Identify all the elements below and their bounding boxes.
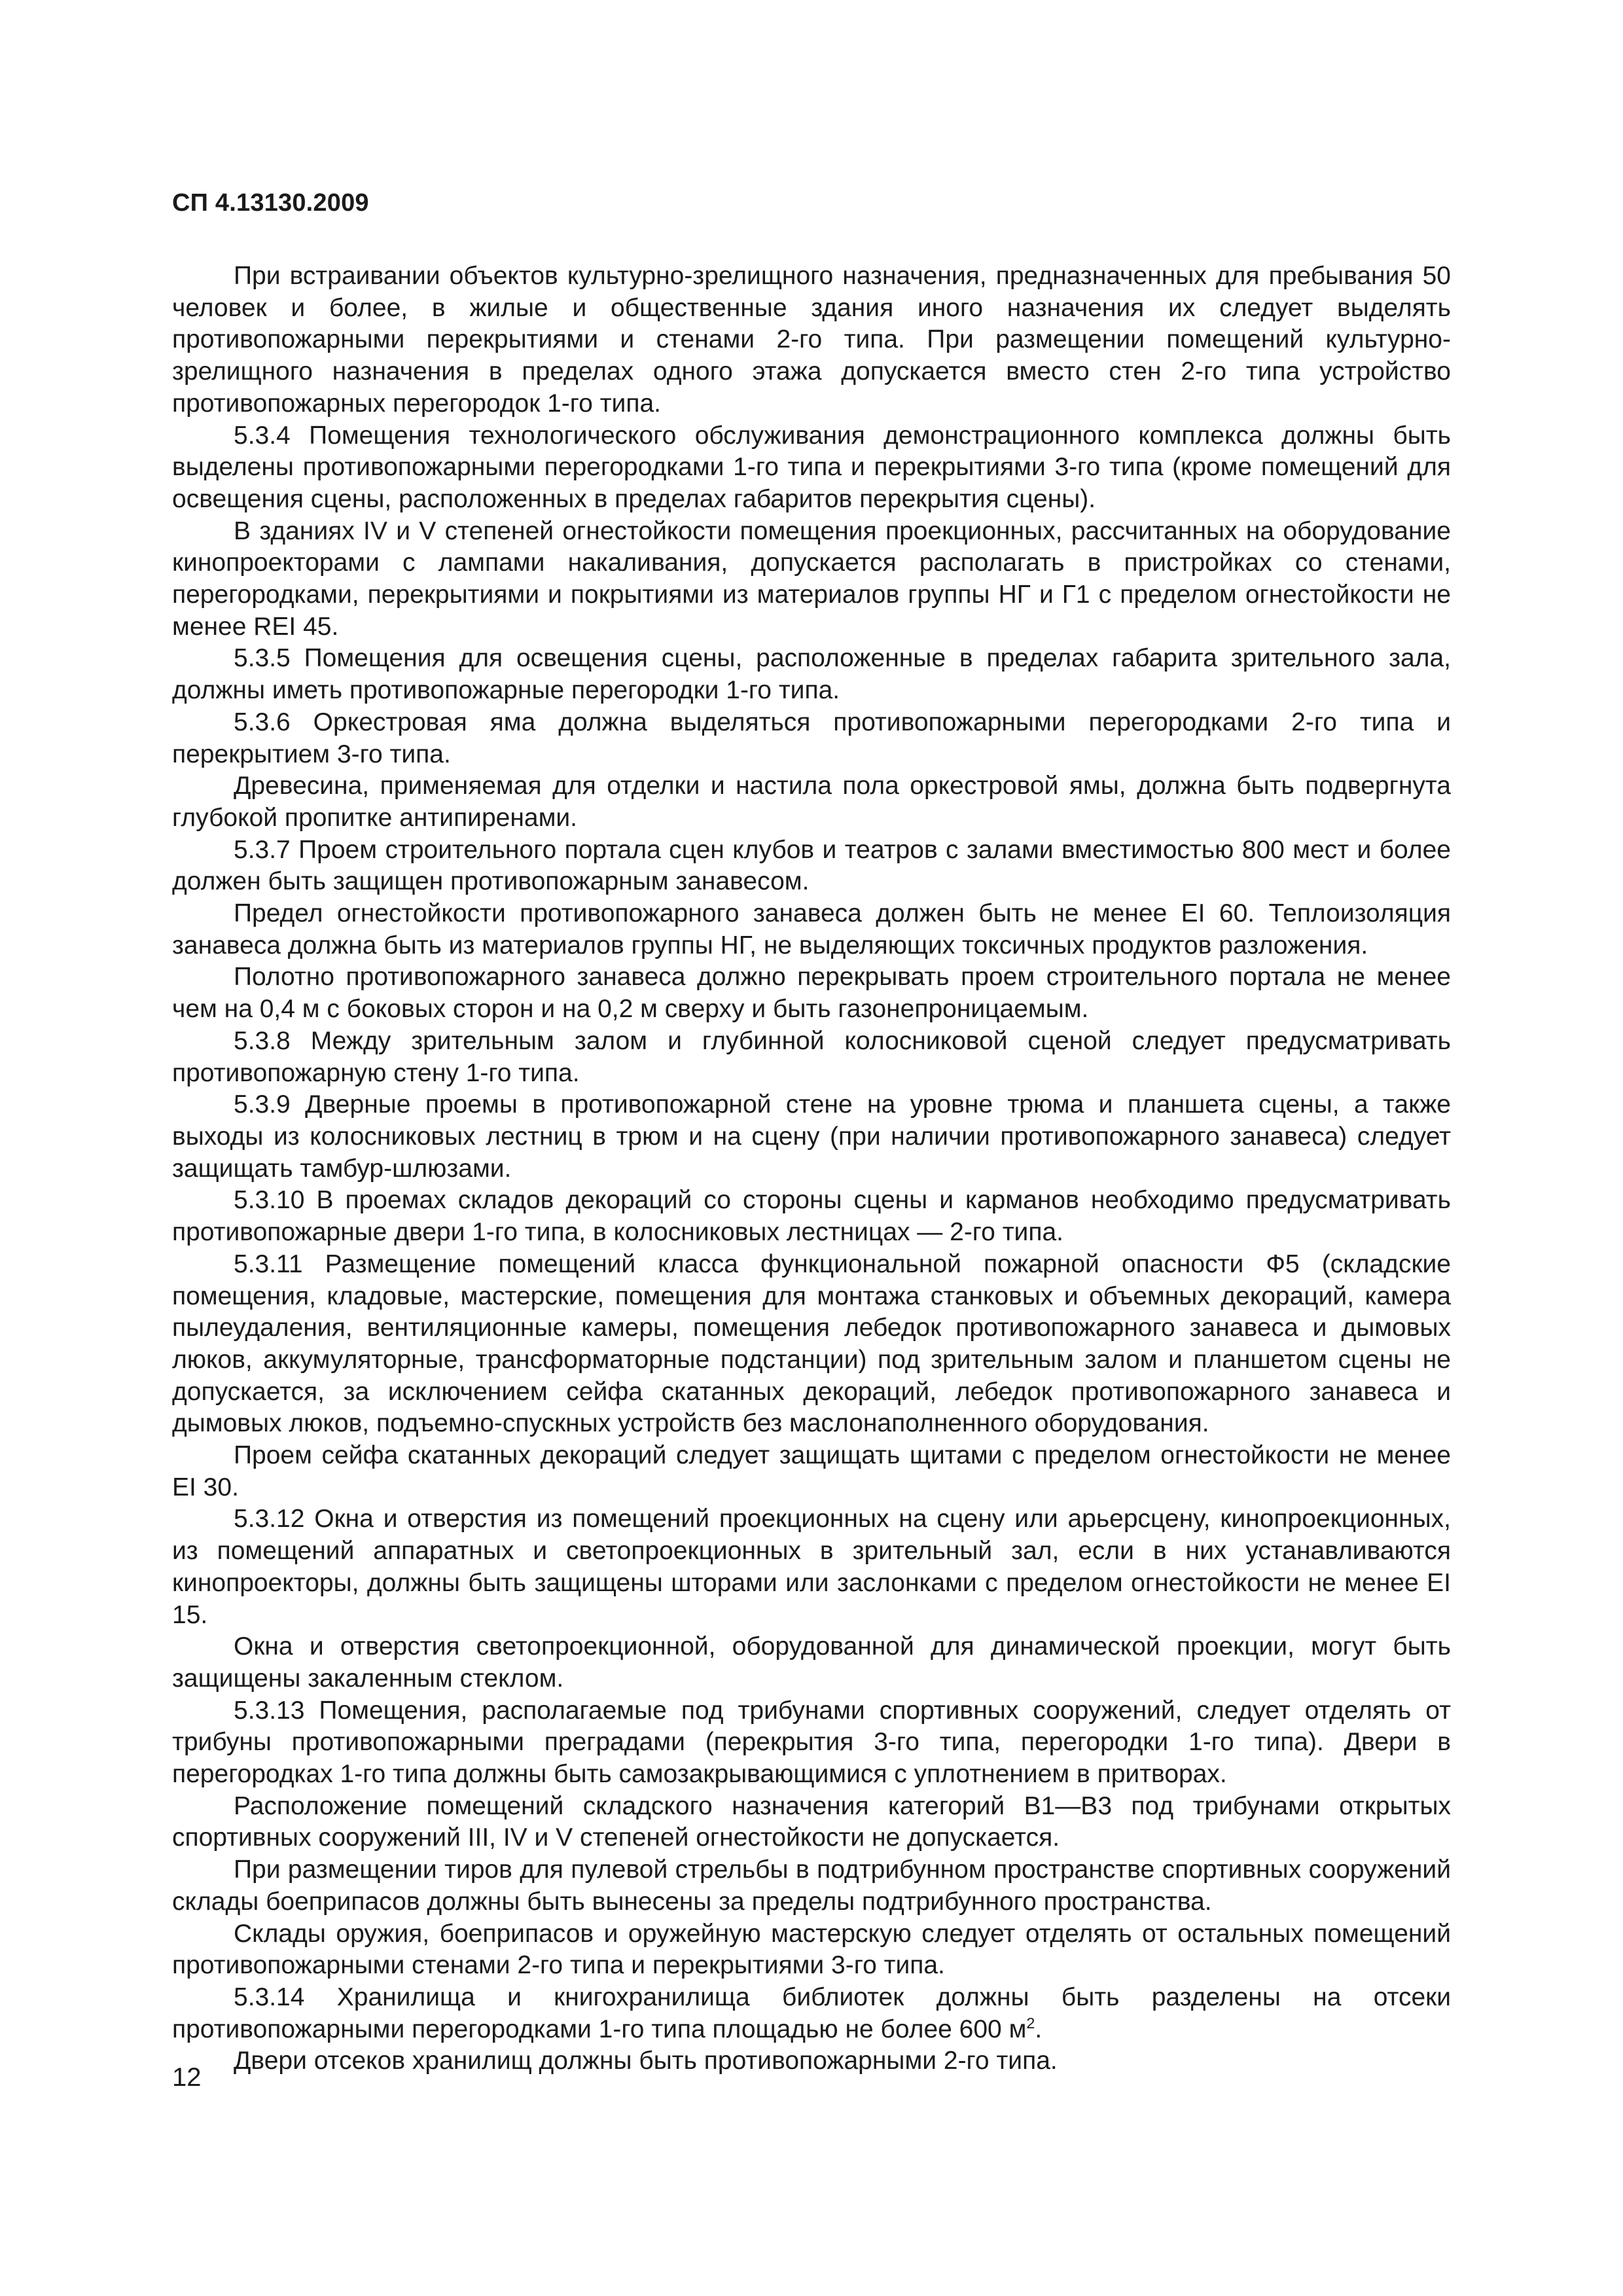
paragraph-5-3-14-end: . (1035, 2015, 1043, 2043)
paragraph-shooting-ranges: При размещении тиров для пулевой стрельбы в подтрибунном пространстве спортивных сооружений склады боеприпасов должны быть вынесены за пределы подтрибунного пространства. (172, 1856, 1451, 1916)
paragraph-5-3-10: 5.3.10 В проемах складов декораций со стороны сцены и карманов необходимо предусматривать противопожарные двери 1-го типа, в колосниковых лестницах — 2-го типа. (172, 1186, 1451, 1247)
paragraph-curtain-fire-resistance: Предел огнестойкости противопожарного занавеса должен быть не менее EI 60. Теплоизоляция занавеса должна быть из материалов группы НГ, не выделяющих токсичных продуктов разложения. (172, 899, 1451, 960)
paragraph-5-3-13: 5.3.13 Помещения, располагаемые под трибунами спортивных сооружений, следует отделять от трибуны противопожарными преградами (перекрытия 3-го типа, перегородки 1-го типа). Двери в перегородках 1-го типа должны быть самозакрывающимися с уплотнением в притворах. (172, 1696, 1451, 1789)
paragraph-storage-under-stands: Расположение помещений складского назначения категорий В1—В3 под трибунами открытых спортивных сооружений III, IV и V степеней огнестойкости не допускается. (172, 1791, 1451, 1852)
paragraph-storage-doors: Двери отсеков хранилищ должны быть противопожарными 2-го типа. (234, 2047, 1058, 2075)
page-number: 12 (172, 2063, 202, 2092)
paragraph-5-3-14-text: 5.3.14 Хранилища и книгохранилища библиотек должны быть разделены на отсеки противопожарными перегородками 1-го типа площадью не более 600 м (172, 1982, 1451, 2043)
paragraph-5-3-14 (172, 1982, 1451, 2045)
paragraph-5-3-7: 5.3.7 Проем строительного портала сцен клубов и театров с залами вместимостью 800 мест и более должен быть защищен противопожарным занавесом. (172, 835, 1451, 896)
paragraph-5-3-5: 5.3.5 Помещения для освещения сцены, расположенные в пределах габарита зрительного зала, должны иметь противопожарные перегородки 1-го типа. (172, 644, 1451, 705)
paragraph-embedding-objects: При встраивании объектов культурно-зрелищного назначения, предназначенных для пребывания 50 человек и более, в жилые и общественные здания иного назначения их следует выделять противопожарными перекрытиями и стенами 2-го типа. При размещении помещений культурно-зрелищного назначения в пределах одного этажа допускается вместо стен 2-го типа устройство противопожарных перегородок 1-го типа. (172, 262, 1451, 418)
paragraph-5-3-12: 5.3.12 Окна и отверстия из помещений проекционных на сцену или арьерсцену, кинопроекционных, из помещений аппаратных и светопроекционных в зрительный зал, если в них устанавливаются кинопроекторы, должны быть защищены шторами или заслонками с пределом огнестойкости не менее EI 15. (172, 1505, 1451, 1629)
paragraph-safe-opening: Проем сейфа скатанных декораций следует защищать щитами с пределом огнестойкости не менее EI 30. (172, 1441, 1451, 1501)
paragraph-wood-impregnation: Древесина, применяемая для отделки и настила пола оркестровой ямы, должна быть подвергнута глубокой пропитке антипиренами. (172, 772, 1451, 832)
paragraph-curtain-overlap: Полотно противопожарного занавеса должно перекрывать проем строительного портала не менее чем на 0,4 м с боковых сторон и на 0,2 м сверху и быть газонепроницаемым. (172, 963, 1451, 1024)
paragraph-5-3-9: 5.3.9 Дверные проемы в противопожарной стене на уровне трюма и планшета сцены, а также выходы из колосниковых лестниц в трюм и на сцену (при наличии противопожарного занавеса) следует защищать тамбур-шлюзами. (172, 1090, 1451, 1183)
paragraph-5-3-11: 5.3.11 Размещение помещений класса функциональной пожарной опасности Ф5 (складские помещения, кладовые, мастерские, помещения для монтажа станковых и объемных декораций, камера пылеудаления, вентиляционные камеры, помещения лебедок противопожарного занавеса и дымовых люков, аккумуляторные, трансформаторные подстанции) под зрительным залом и планшетом сцены не допускается, за исключением сейфа скатанных декораций, лебедок противопожарного занавеса и дымовых люков, подъемно-спускных устройств без маслонаполненного оборудования. (172, 1249, 1451, 1438)
paragraph-5-3-8: 5.3.8 Между зрительным залом и глубинной колосниковой сценой следует предусматривать противопожарную стену 1-го типа. (172, 1026, 1451, 1087)
paragraph-5-3-4: 5.3.4 Помещения технологического обслуживания демонстрационного комплекса должны быть выделены противопожарными перегородками 1-го типа и перекрытиями 3-го типа (кроме помещений для освещения сцены, расположенных в пределах габаритов перекрытия сцены). (172, 421, 1451, 513)
paragraph-light-projection-windows: Окна и отверстия светопроекционной, оборудованной для динамической проекции, могут быть защищены закаленным стеклом. (172, 1632, 1451, 1693)
document-body (172, 260, 1451, 2077)
paragraph-projection-rooms: В зданиях IV и V степеней огнестойкости помещения проекционных, рассчитанных на оборудование кинопроекторами с лампами накаливания, допускается располагать в пристройках со стенами, перегородками, перекрытиями и покрытиями из материалов группы НГ и Г1 с пределом огнестойкости не менее REI 45. (172, 516, 1451, 641)
paragraph-5-3-6: 5.3.6 Оркестровая яма должна выделяться противопожарными перегородками 2-го типа и перекрытием 3-го типа. (172, 708, 1451, 768)
square-meter-superscript: 2 (1026, 2014, 1035, 2032)
paragraph-weapon-storage: Склады оружия, боеприпасов и оружейную мастерскую следует отделять от остальных помещений противопожарными стенами 2-го типа и перекрытиями 3-го типа. (172, 1919, 1451, 1980)
document-code: СП 4.13130.2009 (172, 189, 369, 217)
